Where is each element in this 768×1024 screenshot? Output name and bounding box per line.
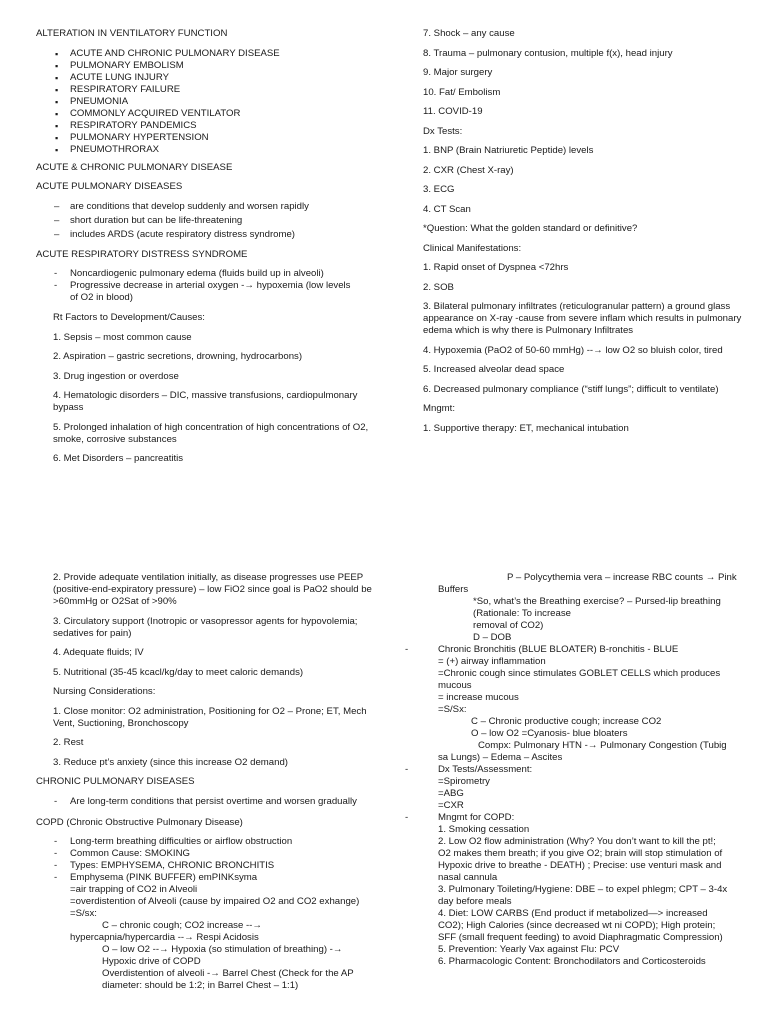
- text-line: Compx: Pulmonary HTN -→ Pulmonary Congestion (Tubig: [478, 740, 727, 751]
- acute-dash-list: [36, 201, 381, 241]
- list-item: - Mngmt for COPD:: [387, 812, 768, 824]
- page-1: [0, 0, 768, 500]
- text-line: SFF (small frequent feeding) to avoid Diaphragmatic Compression): [438, 932, 723, 943]
- list-item-text: Progressive decrease in arterial oxygen -→ hypoxemia (low levels: [70, 280, 351, 291]
- list-item: – includes ARDS (acute respiratory distress syndrome): [36, 229, 381, 241]
- text-line: sa Lungs) – Edema – Ascites: [438, 752, 563, 763]
- text-line: day before meals: [438, 896, 512, 907]
- list-item: – short duration but can be life-threatening: [36, 215, 381, 227]
- management-list: [36, 572, 381, 769]
- text-line: 2. Low O2 flow administration (Why? You don’t want to kill the pt!;: [438, 836, 716, 847]
- page1-left-column: [36, 28, 381, 473]
- list-item: [36, 280, 381, 304]
- text-line: 4. CT Scan: [423, 203, 471, 215]
- chronic-dash-list: [36, 796, 381, 808]
- text-line: mucous: [438, 680, 472, 691]
- text-line: =overdistention of Alveoli (cause by impaired O2 and CO2 exhange): [70, 896, 360, 907]
- list-item: 6. Met Disorders – pancreatitis: [53, 453, 184, 464]
- text-line: C – Chronic productive cough; increase CO2: [471, 716, 662, 727]
- text-line: Hypoxic drive of COPD: [102, 956, 201, 967]
- text-line: 1. BNP (Brain Natriuretic Peptide) levels: [423, 145, 594, 156]
- page-2: [0, 512, 768, 1012]
- text-line: =Chronic cough since stimulates GOBLET CELLS which produces: [438, 668, 721, 679]
- subheading: Dx Tests:: [423, 125, 463, 137]
- text-line: (Rationale: To increase: [473, 608, 571, 619]
- text-line: diameter: should be 1:2; in Barrel Chest – 1:1): [102, 980, 299, 991]
- causes-list: [36, 332, 381, 466]
- section-title: ALTERATION IN VENTILATORY FUNCTION: [36, 28, 228, 39]
- list-item: ▪ ACUTE AND CHRONIC PULMONARY DISEASE: [36, 48, 381, 60]
- text-line: O – low O2 =Cyanosis- blue bloaters: [471, 728, 628, 739]
- text-line: Buffers: [438, 584, 469, 595]
- list-item-text: of O2 in blood): [70, 292, 133, 303]
- text-line: *Question: What the golden standard or definitive?: [423, 223, 638, 234]
- text-line: 10. Fat/ Embolism: [423, 86, 501, 98]
- text-line: 11. COVID-19: [423, 106, 483, 117]
- text-line: 3. Reduce pt’s anxiety (since this increase O2 demand): [53, 756, 288, 768]
- list-item: 5. Prolonged inhalation of high concentration of high concentrations of O2, smoke, corrosive substances: [53, 421, 371, 445]
- text-line: P – Polycythemia vera – increase RBC counts → Pink: [507, 572, 737, 583]
- text-line: =air trapping of CO2 in Alveoli: [70, 884, 198, 895]
- topic-bullet-list: [36, 48, 381, 156]
- text-line: 3. ECG: [423, 184, 455, 195]
- text-line: 1. Smoking cessation: [438, 824, 530, 835]
- text-line: =S/Sx:: [438, 704, 467, 715]
- subheading: Mngmt:: [423, 403, 455, 414]
- text-line: 2. Rest: [53, 737, 84, 748]
- text-line: 2. Provide adequate ventilation initially, as disease progresses use PEEP (positive-end-expiratory pressure) – low FiO2 since goal is PaO2 should be >60mmHg or O2Sat of >90%: [53, 572, 375, 607]
- list-item: - Types: EMPHYSEMA, CHRONIC BRONCHITIS: [36, 860, 381, 872]
- page1-right-column: [423, 28, 768, 442]
- subheading: Rt Factors to Development/Causes:: [53, 312, 205, 323]
- text-line: 5. Increased alveolar dead space: [423, 364, 565, 375]
- heading: COPD (Chronic Obstructive Pulmonary Disease): [36, 816, 243, 828]
- text-line: *So, what’s the Breathing exercise? – Pursed-lip breathing: [473, 596, 721, 607]
- text-line: =CXR: [438, 800, 464, 811]
- subheading: Clinical Manifestations:: [423, 242, 522, 254]
- page2-left-column: [36, 572, 381, 992]
- text-line: = (+) airway inflammation: [438, 656, 546, 667]
- list-item: ▪ PULMONARY HYPERTENSION: [36, 132, 381, 144]
- text-line: CO2); High Calories (since decreased wt ni COPD); High protein;: [438, 920, 716, 931]
- text-line: 8. Trauma – pulmonary contusion, multiple f(x), head injury: [423, 47, 673, 59]
- text-line: 9. Major surgery: [423, 67, 493, 78]
- heading: ACUTE RESPIRATORY DISTRESS SYNDROME: [36, 248, 248, 260]
- list-item: 3. Drug ingestion or overdose: [53, 370, 179, 382]
- list-item: ▪ PNEUMOTHRORAX: [36, 144, 381, 156]
- text-line: O – low O2 --→ Hypoxia (so stimulation of breathing) -→: [102, 944, 343, 955]
- list-item: - Dx Tests/Assessment:: [387, 764, 768, 776]
- text-line: 4. Hypoxemia (PaO2 of 50-60 mmHg) --→ low O2 so bluish color, tired: [423, 344, 723, 356]
- list-item: – are conditions that develop suddenly and worsen rapidly: [36, 201, 381, 213]
- heading: ACUTE & CHRONIC PULMONARY DISEASE: [36, 161, 233, 173]
- list-item: - Long-term breathing difficulties or airflow obstruction: [36, 836, 381, 848]
- list-item: - Are long-term conditions that persist overtime and worsen gradually: [36, 796, 381, 808]
- list-item: - Common Cause: SMOKING: [36, 848, 381, 860]
- text-line: 5. Nutritional (35-45 kcacl/kg/day to meet caloric demands): [53, 666, 304, 678]
- dx-dash-list: [387, 764, 768, 776]
- text-line: 5. Prevention: Yearly Vax against Flu: PCV: [438, 944, 620, 955]
- text-line: 1. Rapid onset of Dyspnea <72hrs: [423, 262, 569, 273]
- text-line: removal of CO2): [473, 620, 544, 631]
- text-line: 1. Supportive therapy: ET, mechanical intubation: [423, 422, 629, 434]
- text-line: =S/sx:: [70, 908, 97, 919]
- text-line: C – chronic cough; CO2 increase --→: [102, 920, 262, 931]
- text-line: = increase mucous: [438, 692, 519, 703]
- text-line: 6. Decreased pulmonary compliance (“stiff lungs”; difficult to ventilate): [423, 383, 719, 395]
- text-line: 1. Close monitor: O2 administration, Positioning for O2 – Prone; ET, Mech Vent, Suctioning, Bronchoscopy: [53, 705, 370, 729]
- heading: ACUTE PULMONARY DISEASES: [36, 181, 183, 192]
- text-line: hypercapnia/hypercardia --→ Respi Acidosis: [70, 932, 259, 943]
- text-line: 4. Adequate fluids; IV: [53, 647, 144, 658]
- list-item: ▪ COMMONLY ACQUIRED VENTILATOR: [36, 108, 381, 120]
- text-line: 6. Pharmacologic Content: Bronchodilators and Corticosteroids: [438, 956, 706, 967]
- list-item: 2. Aspiration – gastric secretions, drowning, hydrocarbons): [53, 351, 303, 362]
- text-line: =ABG: [438, 788, 464, 799]
- list-item: ▪ ACUTE LUNG INJURY: [36, 72, 381, 84]
- ards-dash-list: [36, 268, 381, 304]
- text-line: nasal cannula: [438, 872, 498, 883]
- bronchitis-dash-list: [387, 644, 768, 656]
- text-line: D – DOB: [473, 632, 512, 643]
- text-line: 2. CXR (Chest X-ray): [423, 164, 514, 176]
- list-item: 1. Sepsis – most common cause: [53, 331, 192, 343]
- text-line: 3. Pulmonary Toileting/Hygiene: DBE – to expel phlegm; CPT – 3-4x: [438, 884, 728, 895]
- text-line: 2. SOB: [423, 281, 454, 293]
- list-item: ▪ PULMONARY EMBOLISM: [36, 60, 381, 72]
- text-line: 3. Circulatory support (Inotropic or vasopressor agents for hypovolemia; sedatives for pain): [53, 615, 361, 639]
- list-item: 4. Hematologic disorders – DIC, massive transfusions, cardiopulmonary bypass: [53, 390, 361, 413]
- list-item: - Chronic Bronchitis (BLUE BLOATER) B-ronchitis - BLUE: [387, 644, 768, 656]
- text-line: Hypoxic drive to breathe - DEATH) ; Precise: use venturi mask and: [438, 860, 722, 871]
- mngmt-dash-list: [387, 812, 768, 824]
- list-item: ▪ RESPIRATORY FAILURE: [36, 84, 381, 96]
- copd-dash-list: [36, 836, 381, 884]
- list-item: - Emphysema (PINK BUFFER) emPINKsyma: [36, 872, 381, 884]
- text-line: 3. Bilateral pulmonary infiltrates (reticulogranular pattern) a ground glass appearance on X-ray -cause from severe inflam which results in pulmonary edema which is why there is Pulmonary Infiltrates: [423, 301, 745, 336]
- text-line: Overdistention of alveoli -→ Barrel Chest (Check for the AP: [102, 968, 354, 979]
- page2-right-column: [423, 572, 768, 968]
- list-item: ▪ RESPIRATORY PANDEMICS: [36, 120, 381, 132]
- subheading: Nursing Considerations:: [53, 686, 156, 697]
- heading: CHRONIC PULMONARY DISEASES: [36, 776, 195, 787]
- list-item: ▪ PNEUMONIA: [36, 96, 381, 108]
- text-line: 4. Diet: LOW CARBS (End product if metabolized—> increased: [438, 908, 708, 919]
- text-line: =Spirometry: [438, 776, 490, 787]
- text-line: 7. Shock – any cause: [423, 28, 515, 39]
- text-line: O2 makes them breath; if you give O2; brain will stop stimulation of: [438, 848, 723, 859]
- list-item: - Noncardiogenic pulmonary edema (fluids build up in alveoli): [36, 268, 381, 280]
